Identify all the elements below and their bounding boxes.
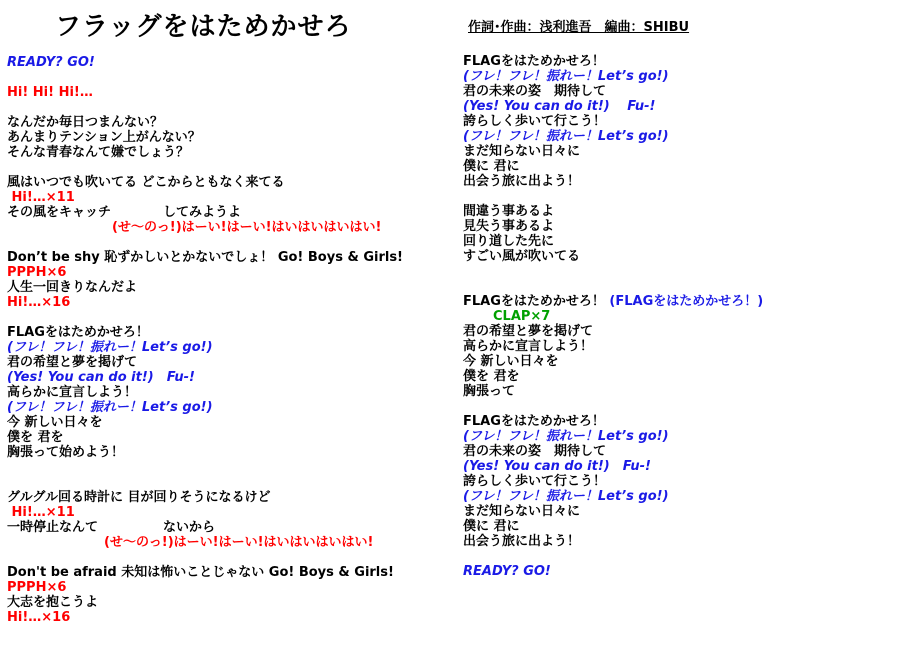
- lyric-call: (せ～のっ!)はーい!はーい!はいはいはいはい!: [112, 220, 382, 235]
- lyric-text: FLAGをはためかせろ！: [463, 294, 605, 309]
- lyric-call: (フレ！フレ！振れー！Let’s go!): [463, 69, 669, 84]
- lyric-call: (Yes! You can do it!) Fu-!: [7, 370, 195, 385]
- lyric-line: 僕に 君に: [463, 519, 520, 534]
- lyrics-left-column: [7, 55, 457, 625]
- lyric-line: あんまりテンション上がんない？: [7, 130, 201, 145]
- lyric-call: (フレ！フレ！振れー！Let’s go!): [463, 129, 669, 144]
- lyric-call: Hi! Hi! Hi!…: [7, 85, 93, 100]
- lyric-line: 君の未来の姿 期待して: [463, 84, 607, 99]
- lyric-line: 胸張って: [463, 384, 516, 399]
- lyric-line: まだ知らない日々に: [463, 144, 581, 159]
- lyric-call: PPPH×6: [7, 265, 67, 280]
- lyric-line: Don't be afraid 未知は怖いことじゃない Go! Boys & Girls!: [7, 565, 394, 580]
- lyric-line: FLAGをはためかせろ！: [7, 325, 149, 340]
- lyric-line: 君の未来の姿 期待して: [463, 444, 607, 459]
- lyric-call: (FLAGをはためかせろ！): [604, 294, 764, 309]
- lyric-line: 見失う事あるよ: [463, 219, 555, 234]
- lyric-line: 今 新しい日々を: [7, 415, 103, 430]
- lyric-line: 大志を抱こうよ: [7, 595, 99, 610]
- lyric-line: 僕を 君を: [463, 369, 520, 384]
- lyric-line: 君の希望と夢を掲げて: [463, 324, 594, 339]
- lyric-call: (Yes! You can do it!) Fu-!: [463, 99, 656, 114]
- lyric-line: すごい風が吹いてる: [463, 249, 581, 264]
- lyrics-right-column: [463, 54, 913, 579]
- lyric-line: 誇らしく歩いて行こう！: [463, 114, 607, 129]
- credits: 作詞･作曲：浅利進吾 編曲：SHIBU: [468, 20, 690, 35]
- lyric-line: 誇らしく歩いて行こう！: [463, 474, 607, 489]
- lyric-line: READY? GO!: [7, 55, 95, 70]
- lyric-call: (フレ！フレ！振れー！Let’s go!): [463, 489, 669, 504]
- lyric-line: 風はいつでも吹いてる どこからともなく来てる: [7, 175, 285, 190]
- lyric-call: Hi!…×16: [7, 610, 71, 625]
- lyric-line: 僕に 君に: [463, 159, 520, 174]
- lyric-line: 君の希望と夢を掲げて: [7, 355, 138, 370]
- lyric-line: 僕を 君を: [7, 430, 64, 445]
- lyric-line: FLAGをはためかせろ！: [463, 414, 605, 429]
- lyric-call: (Yes! You can do it!) Fu-!: [463, 459, 651, 474]
- lyric-line: 高らかに宣言しよう！: [7, 385, 138, 400]
- lyric-line: FLAGをはためかせろ！: [463, 54, 605, 69]
- lyric-call: CLAP×7: [493, 309, 551, 324]
- lyric-call: Hi!…×11: [7, 190, 75, 205]
- lyric-line: グルグル回る時計に 目が回りそうになるけど: [7, 490, 271, 505]
- lyric-line: 出会う旅に出よう！: [463, 534, 581, 549]
- lyric-line: 胸張って始めよう！: [7, 445, 125, 460]
- lyric-call: (フレ！フレ！振れー！Let’s go!): [7, 340, 213, 355]
- lyric-call: Hi!…×16: [7, 295, 71, 310]
- lyric-line: なんだか毎日つまんない？: [7, 115, 164, 130]
- lyric-line: 出会う旅に出よう！: [463, 174, 581, 189]
- lyric-line: Don’t be shy 恥ずかしいとかないでしょ！ Go! Boys & Girls!: [7, 250, 403, 265]
- lyric-line: 回り道した先に: [463, 234, 555, 249]
- lyric-line: その風をキャッチ してみようよ: [7, 205, 242, 220]
- lyric-call: (フレ！フレ！振れー！Let’s go!): [7, 400, 213, 415]
- lyric-call: PPPH×6: [7, 580, 67, 595]
- lyric-line: 間違う事あるよ: [463, 204, 555, 219]
- page-title: フラッグをはためかせろ: [55, 12, 352, 42]
- lyric-line: 高らかに宣言しよう！: [463, 339, 594, 354]
- lyric-line: まだ知らない日々に: [463, 504, 581, 519]
- lyric-line: [463, 294, 913, 309]
- lyric-line: そんな青春なんて嫌でしょう？: [7, 145, 190, 160]
- lyric-line: 今 新しい日々を: [463, 354, 559, 369]
- lyric-call: (フレ！フレ！振れー！Let’s go!): [463, 429, 669, 444]
- lyric-call: (せ～のっ!)はーい!はーい!はいはいはいはい!: [104, 535, 374, 550]
- lyric-line: 人生一回きりなんだよ: [7, 280, 138, 295]
- lyric-call: Hi!…×11: [7, 505, 75, 520]
- lyric-line: 一時停止なんて ないから: [7, 520, 216, 535]
- lyric-line: READY? GO!: [463, 564, 551, 579]
